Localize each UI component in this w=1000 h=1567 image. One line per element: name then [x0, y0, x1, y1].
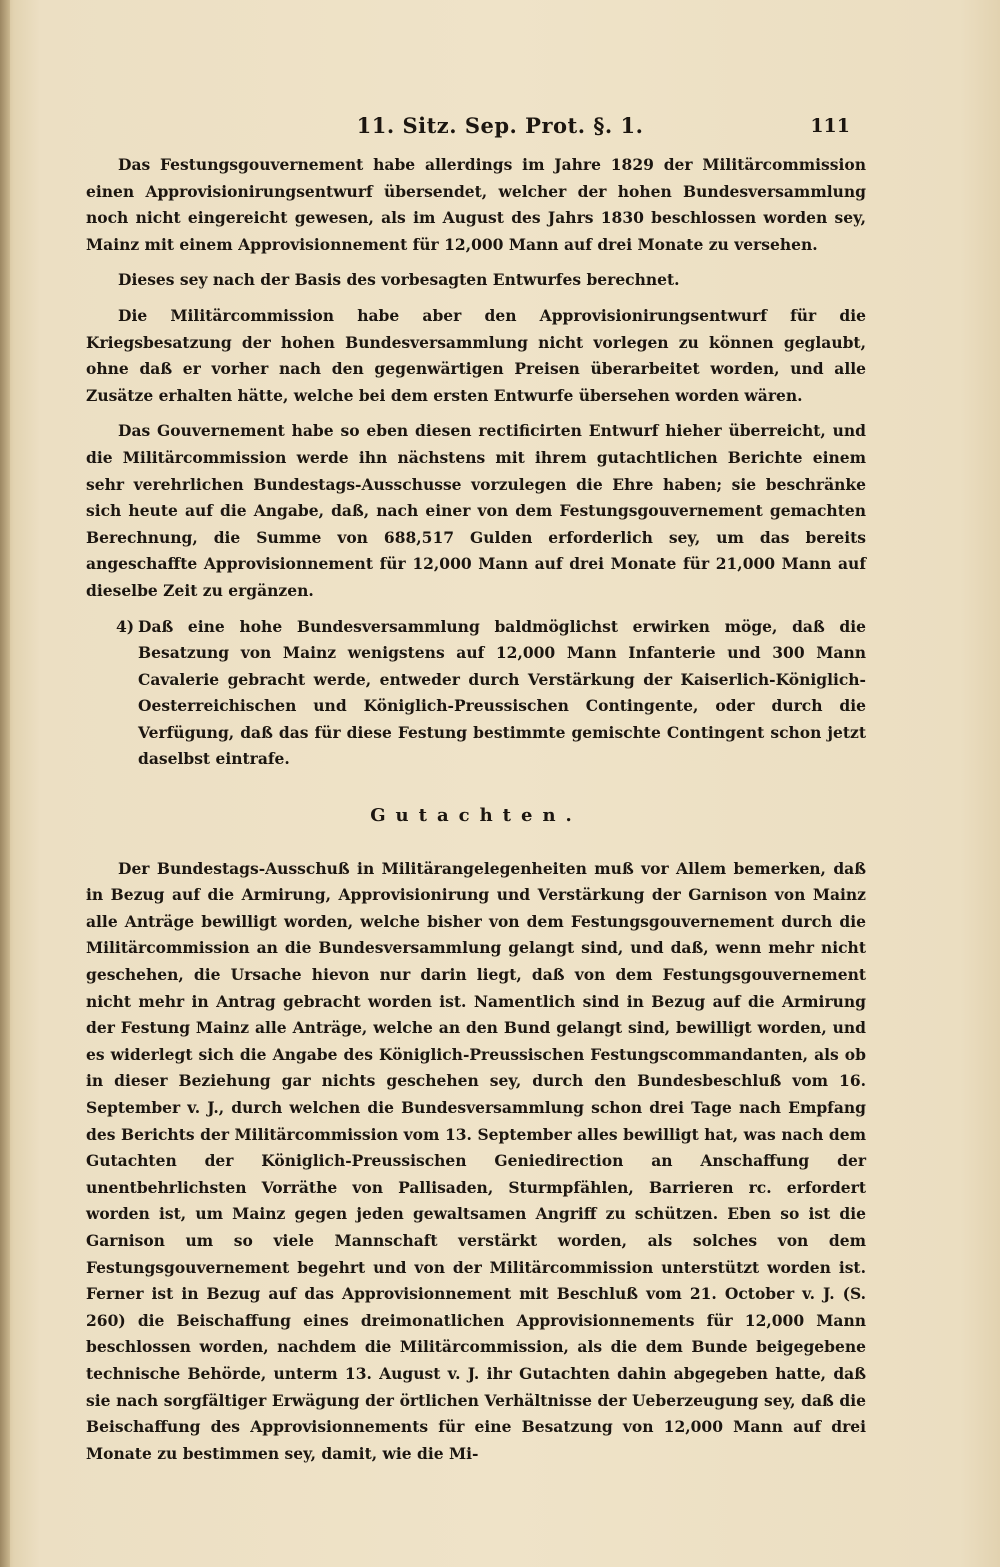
page-header: [0, 113, 1000, 143]
numbered-item-text: Daß eine hohe Bundesversammlung baldmöglichst erwirken möge, daß die Besatzung von Mainz wenigstens auf 12,000 Mann Infanterie und 300 Mann Cavalerie gebracht werde, entweder durch Verstärkung der Kaiserlich-Königlich-Oesterreichischen und Königlich-Preussischen Contingente, oder durch die Verfügung, daß das für diese Festung bestimmte gemischte Contingent schon jetzt daselbst eintrafe.: [138, 616, 866, 769]
gutachten-paragraph: Der Bundestags-Ausschuß in Militärangelegenheiten muß vor Allem bemerken, daß in Bezug auf die Armirung, Approvisionirung und Verstärkung der Garnison von Mainz alle Anträge bewilligt worden, welche bisher von dem Festungsgouvernement durch die Militärcommission an die Bundesversammlung gelangt sind, und daß, wenn mehr nicht geschehen, die Ursache hievon nur darin liegt, daß von dem Festungsgouvernement nicht mehr in Antrag gebracht worden ist. Namentlich sind in Bezug auf die Armirung der Festung Mainz alle Anträge, welche an den Bund gelangt sind, bewilligt worden, und es widerlegt sich die Angabe des Königlich-Preussischen Festungscommandanten, als ob in dieser Beziehung gar nichts geschehen sey, durch den Bundesbeschluß vom 16. September v. J., durch welchen die Bundesversammlung schon drei Tage nach Empfang des Berichts der Militärcommission vom 13. September alles bewilligt hat, was nach dem Gutachten der Königlich-Preussischen Geniedirection an Anschaffung der unentbehrlichsten Vorräthe von Pallisaden, Sturmpfählen, Barrieren rc. erfordert worden ist, um Mainz gegen jeden gewaltsamen Angriff zu schützen. Eben so ist die Garnison um so viele Mannschaft verstärkt worden, als solches von dem Festungsgouvernement begehrt und von der Militärcommission unterstützt worden ist. Ferner ist in Bezug auf das Approvisionnement mit Beschluß vom 21. October v. J. (S. 260) die Beischaffung eines dreimonatlichen Approvisionnements für 12,000 Mann beschlossen worden, nachdem die Militärcommission, als die dem Bunde beigegebene technische Behörde, unterm 13. August v. J. ihr Gutachten dahin abgegeben hatte, daß sie nach sorgfältiger Erwägung der örtlichen Verhältnisse der Ueberzeugung sey, daß die Beischaffung des Approvisionnements für eine Besatzung von 12,000 Mann auf drei Monate zu bestimmen sey, damit, wie die Mi-: [86, 858, 866, 1463]
paragraph-2: Dieses sey nach der Basis des vorbesagten Entwurfes berechnet.: [118, 270, 680, 290]
paragraph-3: Die Militärcommission habe aber den Approvisionirungsentwurf für die Kriegsbesatzung der hohen Bundesversammlung nicht vorlegen zu können geglaubt, ohne daß er vorher nach den gegenwärtigen Preisen überarbeitet worden, und alle Zusätze erhalten hätte, welche bei dem ersten Entwurfe übersehen worden wären.: [86, 305, 866, 405]
running-head: 11. Sitz. Sep. Prot. §. 1.: [356, 113, 644, 138]
section-heading: Gutachten.: [370, 805, 582, 827]
paragraph-1: Das Festungsgouvernement habe allerdings im Jahre 1829 der Militärcommission einen Approvisionirungsentwurf übersendet, welcher der hohen Bundesversammlung noch nicht eingereicht gewesen, als im August des Jahrs 1830 beschlossen worden sey, Mainz mit einem Approvisionnement für 12,000 Mann auf drei Monate zu versehen.: [86, 155, 866, 254]
page-body: [86, 152, 866, 1467]
numbered-item-4: [86, 614, 866, 774]
book-spine-shadow: [0, 0, 10, 1567]
paragraph-4: Das Gouvernement habe so eben diesen rectificirten Entwurf hieher überreicht, und die Militärcommission werde ihn nächstens mit ihrem gutachtlichen Berichte einem sehr verehrlichen Bundestags-Ausschusse vorzulegen die Ehre haben; sie beschränke sich heute auf die Angabe, daß, nach einer von dem Festungsgouvernement gemachten Berechnung, die Summe von 688,517 Gulden erforderlich sey, um das bereits angeschaffte Approvisionnement für 12,000 Mann auf drei Monate für 21,000 Mann auf dieselbe Zeit zu ergänzen.: [86, 421, 866, 600]
page-number: 111: [810, 115, 850, 137]
item-number: 4): [116, 616, 135, 636]
